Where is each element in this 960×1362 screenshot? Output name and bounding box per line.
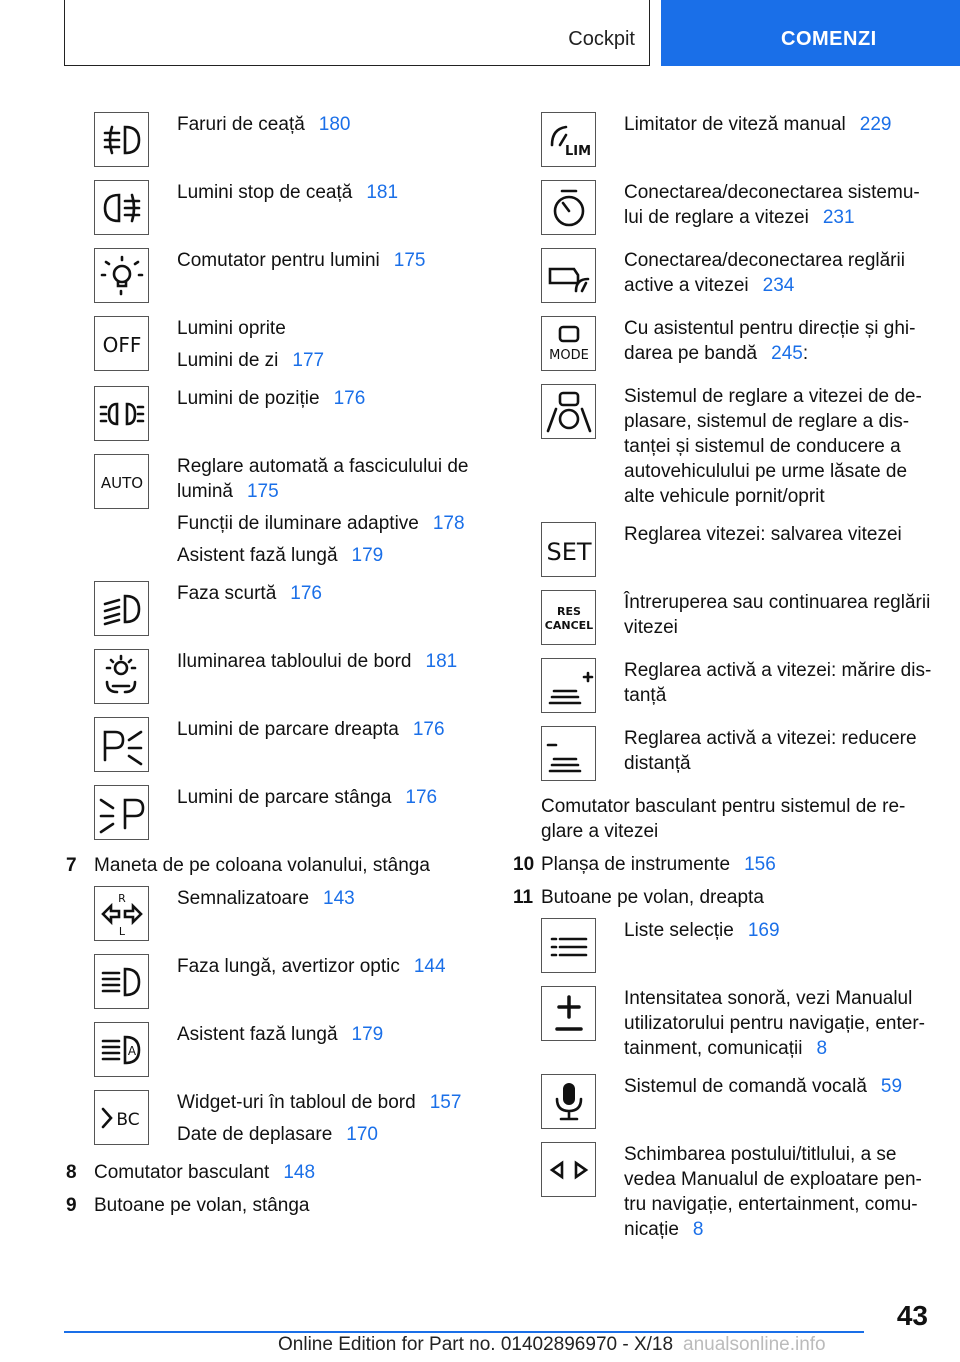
- page-reference-link[interactable]: 59: [880, 1076, 903, 1097]
- legend-line: [624, 726, 933, 776]
- legend-row: [94, 649, 474, 704]
- legend-label: Comutator pentru lumini: [177, 250, 380, 271]
- list-icon: [541, 918, 596, 973]
- legend-line: [624, 590, 933, 640]
- steering-assist-icon: [541, 384, 596, 439]
- legend-row: [94, 785, 474, 840]
- page-reference-link[interactable]: 181: [366, 182, 399, 203]
- legend-label: Cu asistentul pentru direcție și ghi-darea pe bandă: [624, 318, 916, 364]
- legend-row: [94, 112, 474, 167]
- page-reference-link[interactable]: 8: [692, 1219, 704, 1240]
- svg-text:SET: SET: [545, 537, 592, 566]
- svg-text:LIM: LIM: [564, 143, 591, 159]
- legend-label: Sistemul de reglare a vitezei de de-plasare, sistemul de reglare a dis-tanței și sistemul de conducere a autovehiculului pe urme lăsate de alte vehicule pornit/oprit: [624, 386, 922, 507]
- legend-label: Widget-uri în tabloul de bord: [177, 1092, 416, 1113]
- legend-line: [624, 384, 933, 509]
- svg-text:AUTO: AUTO: [100, 473, 143, 492]
- legend-line: [177, 954, 446, 979]
- bc-icon: [94, 1090, 149, 1145]
- page-reference-link[interactable]: 175: [246, 481, 279, 502]
- page-reference-link[interactable]: 169: [747, 920, 780, 941]
- high-beam-icon: [94, 954, 149, 1009]
- header-section-tab: [64, 0, 650, 66]
- numbered-item: [513, 885, 933, 910]
- legend-text: [596, 986, 933, 1061]
- high-beam-assist-icon: [94, 1022, 149, 1077]
- legend-text: [596, 316, 933, 371]
- dashboard-lighting-icon: [94, 649, 149, 704]
- item-label: Butoane pe volan, dreapta: [541, 887, 764, 908]
- chapter-title: COMENZI: [781, 28, 877, 50]
- legend-row: [541, 1142, 933, 1242]
- page-reference-link[interactable]: 157: [429, 1092, 462, 1113]
- legend-line: [177, 649, 457, 674]
- legend-row: [94, 454, 474, 568]
- distance-minus-icon: [541, 726, 596, 781]
- legend-label: Lumini de parcare stânga: [177, 787, 392, 808]
- mode-icon: [541, 316, 596, 371]
- legend-label: Sistemul de comandă vocală: [624, 1076, 867, 1097]
- legend-text: [149, 112, 351, 167]
- legend-text: [149, 1022, 383, 1077]
- page-reference-link[interactable]: 179: [351, 545, 384, 566]
- legend-line: [177, 581, 322, 606]
- legend-line: [177, 348, 324, 373]
- legend-line: [177, 1022, 383, 1047]
- legend-label: Faruri de ceață: [177, 114, 305, 135]
- set-icon: [541, 522, 596, 577]
- page-reference-link[interactable]: 181: [425, 651, 458, 672]
- legend-row: [541, 726, 933, 781]
- legend-row: [94, 180, 474, 235]
- legend-label: Semnalizatoare: [177, 888, 310, 909]
- legend-line: [624, 918, 780, 943]
- legend-line: [624, 316, 933, 366]
- page-reference-link[interactable]: 231: [822, 207, 855, 228]
- svg-text:RES: RES: [556, 604, 581, 618]
- svg-text:CANCEL: CANCEL: [544, 618, 593, 632]
- item-number: 7: [66, 855, 77, 876]
- legend-line: [624, 180, 933, 230]
- legend-line: [177, 180, 398, 205]
- legend-label: Întreruperea sau continuarea reglării vitezei: [624, 592, 931, 638]
- legend-label: Schimbarea postului/titlului, a se vedea Manualul de exploatare pen-tru navigație, entertainment, comu-nicație: [624, 1144, 922, 1240]
- legend-label: Lumini de poziție: [177, 388, 320, 409]
- numbered-item: [66, 853, 474, 878]
- page-reference-link[interactable]: 148: [283, 1162, 316, 1183]
- header-title: Cockpit: [568, 28, 635, 50]
- legend-line: [177, 386, 365, 411]
- legend-row: [94, 954, 474, 1009]
- item-number: 9: [66, 1195, 77, 1216]
- turn-signal-icon: [94, 886, 149, 941]
- legend-label: Intensitatea sonoră, vezi Manualul utilizatorului pentru navigație, enter-tainment, comunicații: [624, 988, 926, 1059]
- legend-text: [596, 726, 933, 781]
- legend-row: [94, 316, 474, 373]
- skip-icon: [541, 1142, 596, 1197]
- legend-label: Lumini oprite: [177, 318, 286, 339]
- svg-text:BC: BC: [115, 1109, 140, 1130]
- legend-text: [596, 1074, 902, 1129]
- page-reference-link[interactable]: 176: [333, 388, 366, 409]
- legend-line: [624, 1074, 902, 1099]
- item-label: Comutator basculant: [94, 1162, 270, 1183]
- legend-line: [177, 112, 351, 137]
- legend-row: [541, 590, 933, 645]
- page-reference-link[interactable]: 143: [323, 888, 355, 909]
- legend-label: Reglarea vitezei: salvarea vitezei: [624, 524, 902, 545]
- legend-line: [624, 522, 902, 547]
- legend-line: [177, 1090, 461, 1115]
- legend-label: Funcții de iluminare adaptive: [177, 513, 419, 534]
- legend-text: [596, 918, 780, 973]
- legend-text: [596, 248, 933, 303]
- item-label: Butoane pe volan, stânga: [94, 1195, 310, 1216]
- off-icon: [94, 316, 149, 371]
- legend-row: [94, 1022, 474, 1077]
- page-reference-link[interactable]: 177: [292, 350, 325, 371]
- svg-text:R: R: [117, 891, 126, 905]
- numbered-item: [513, 852, 933, 877]
- legend-text: [596, 1142, 933, 1242]
- legend-row: [541, 384, 933, 509]
- legend-line: [177, 543, 474, 568]
- active-cruise-icon: [541, 248, 596, 303]
- legend-label: Lumini de zi: [177, 350, 279, 371]
- footer-edition: Online Edition for Part no. 01402896970 - X/18: [278, 1334, 674, 1355]
- page-reference-link[interactable]: 176: [290, 583, 322, 604]
- rocker-switch-text: Comutator basculant pentru sistemul de re-glare a vitezei: [541, 796, 906, 842]
- page-reference-link[interactable]: 175: [393, 250, 426, 271]
- legend-label: Faza scurtă: [177, 583, 277, 604]
- legend-text: [149, 386, 365, 441]
- legend-line: [177, 1122, 461, 1147]
- legend-text: [596, 522, 902, 577]
- legend-text: [149, 454, 474, 568]
- page-reference-link[interactable]: 178: [432, 513, 465, 534]
- page-reference-link[interactable]: 176: [412, 719, 445, 740]
- legend-row: [541, 248, 933, 303]
- page-reference-link[interactable]: 229: [859, 114, 892, 135]
- parking-lights-icon: [94, 386, 149, 441]
- light-switch-icon: [94, 248, 149, 303]
- item-label: Planșa de instrumente: [541, 854, 731, 875]
- page-reference-link[interactable]: 179: [351, 1024, 384, 1045]
- legend-line: [624, 986, 933, 1061]
- item-number: 11: [513, 887, 534, 908]
- legend-line: [177, 511, 474, 536]
- legend-text: [149, 954, 446, 1009]
- legend-label: Limitator de viteză manual: [624, 114, 846, 135]
- numbered-item: [66, 1160, 474, 1185]
- left-column: [66, 112, 474, 1226]
- legend-text: [149, 717, 445, 772]
- legend-row: [94, 1090, 474, 1147]
- legend-text: [149, 649, 457, 704]
- legend-label: Faza lungă, avertizor optic: [177, 956, 400, 977]
- legend-line: [624, 1142, 933, 1242]
- footer-rule: [64, 1331, 864, 1333]
- volume-icon: [541, 986, 596, 1041]
- legend-text: [149, 1090, 461, 1147]
- legend-row: [94, 581, 474, 636]
- legend-suffix: :: [802, 343, 809, 364]
- page-reference-link[interactable]: 245: [771, 343, 803, 364]
- parking-right-icon: [94, 717, 149, 772]
- item-number: 8: [66, 1162, 77, 1183]
- legend-label: Date de deplasare: [177, 1124, 333, 1145]
- svg-text:L: L: [118, 924, 125, 938]
- item-label: Maneta de pe coloana volanului, stânga: [94, 855, 430, 876]
- legend-text: [149, 581, 322, 636]
- legend-text: [149, 248, 425, 303]
- legend-row: [541, 316, 933, 371]
- fog-light-icon: [94, 112, 149, 167]
- legend-text: [596, 112, 891, 167]
- parking-left-icon: [94, 785, 149, 840]
- right-column: [513, 112, 933, 1255]
- svg-text:OFF: OFF: [102, 332, 141, 357]
- legend-text: [596, 658, 933, 713]
- legend-row: [541, 522, 933, 577]
- legend-label: Asistent fază lungă: [177, 1024, 338, 1045]
- legend-label: Iluminarea tabloului de bord: [177, 651, 412, 672]
- legend-row: [541, 1074, 933, 1129]
- legend-row: [94, 886, 474, 941]
- legend-line: [177, 785, 437, 810]
- watermark: anualsonline.info: [683, 1334, 826, 1355]
- page-reference-link[interactable]: 234: [762, 275, 795, 296]
- auto-icon: [94, 454, 149, 509]
- legend-row: [541, 180, 933, 235]
- lim-icon: [541, 112, 596, 167]
- legend-row: [94, 248, 474, 303]
- legend-label: Reglare automată a fasciculului de lumină: [177, 456, 469, 502]
- legend-line: [177, 886, 355, 911]
- rear-fog-light-icon: [94, 180, 149, 235]
- legend-line: [177, 248, 425, 273]
- legend-label: Lumini stop de ceață: [177, 182, 353, 203]
- legend-line: [624, 248, 933, 298]
- legend-label: Asistent fază lungă: [177, 545, 338, 566]
- svg-text:MODE: MODE: [548, 347, 589, 363]
- legend-line: [624, 112, 891, 137]
- microphone-icon: [541, 1074, 596, 1129]
- legend-row: [94, 386, 474, 441]
- header-chapter-tab: [661, 0, 960, 66]
- legend-row: [541, 658, 933, 713]
- legend-label: Conectarea/deconectarea reglării active a vitezei: [624, 250, 905, 296]
- legend-line: [177, 316, 324, 341]
- page-reference-link[interactable]: 176: [405, 787, 438, 808]
- cruise-control-icon: [541, 180, 596, 235]
- numbered-item: [66, 1193, 474, 1218]
- legend-text: [596, 384, 933, 509]
- legend-label: Conectarea/deconectarea sistemu-lui de reglare a vitezei: [624, 182, 920, 228]
- res-cancel-icon: [541, 590, 596, 645]
- page-number: 43: [896, 1300, 928, 1331]
- page-reference-link[interactable]: 156: [744, 854, 776, 875]
- low-beam-icon: [94, 581, 149, 636]
- legend-line: [177, 717, 445, 742]
- legend-label: Reglarea activă a vitezei: reducere distanță: [624, 728, 917, 774]
- page-reference-link[interactable]: 144: [413, 956, 446, 977]
- legend-line: [177, 454, 474, 504]
- legend-text: [596, 180, 933, 235]
- legend-text: [596, 590, 933, 645]
- legend-label: Liste selecție: [624, 920, 734, 941]
- page-reference-link[interactable]: 8: [816, 1038, 828, 1059]
- distance-plus-icon: [541, 658, 596, 713]
- legend-row: [541, 918, 933, 973]
- legend-row: [94, 717, 474, 772]
- legend-label: Reglarea activă a vitezei: mărire dis-tanță: [624, 660, 932, 706]
- legend-line: [624, 658, 933, 708]
- page-reference-link[interactable]: 170: [346, 1124, 378, 1145]
- legend-text: [149, 785, 437, 840]
- svg-text:A: A: [127, 1043, 136, 1058]
- legend-row: [541, 986, 933, 1061]
- legend-text: [149, 180, 398, 235]
- page-reference-link[interactable]: 180: [318, 114, 351, 135]
- legend-text: [149, 316, 324, 373]
- legend-text: [149, 886, 355, 941]
- item-number: 10: [513, 854, 535, 875]
- legend-row: [541, 112, 933, 167]
- legend-label: Lumini de parcare dreapta: [177, 719, 399, 740]
